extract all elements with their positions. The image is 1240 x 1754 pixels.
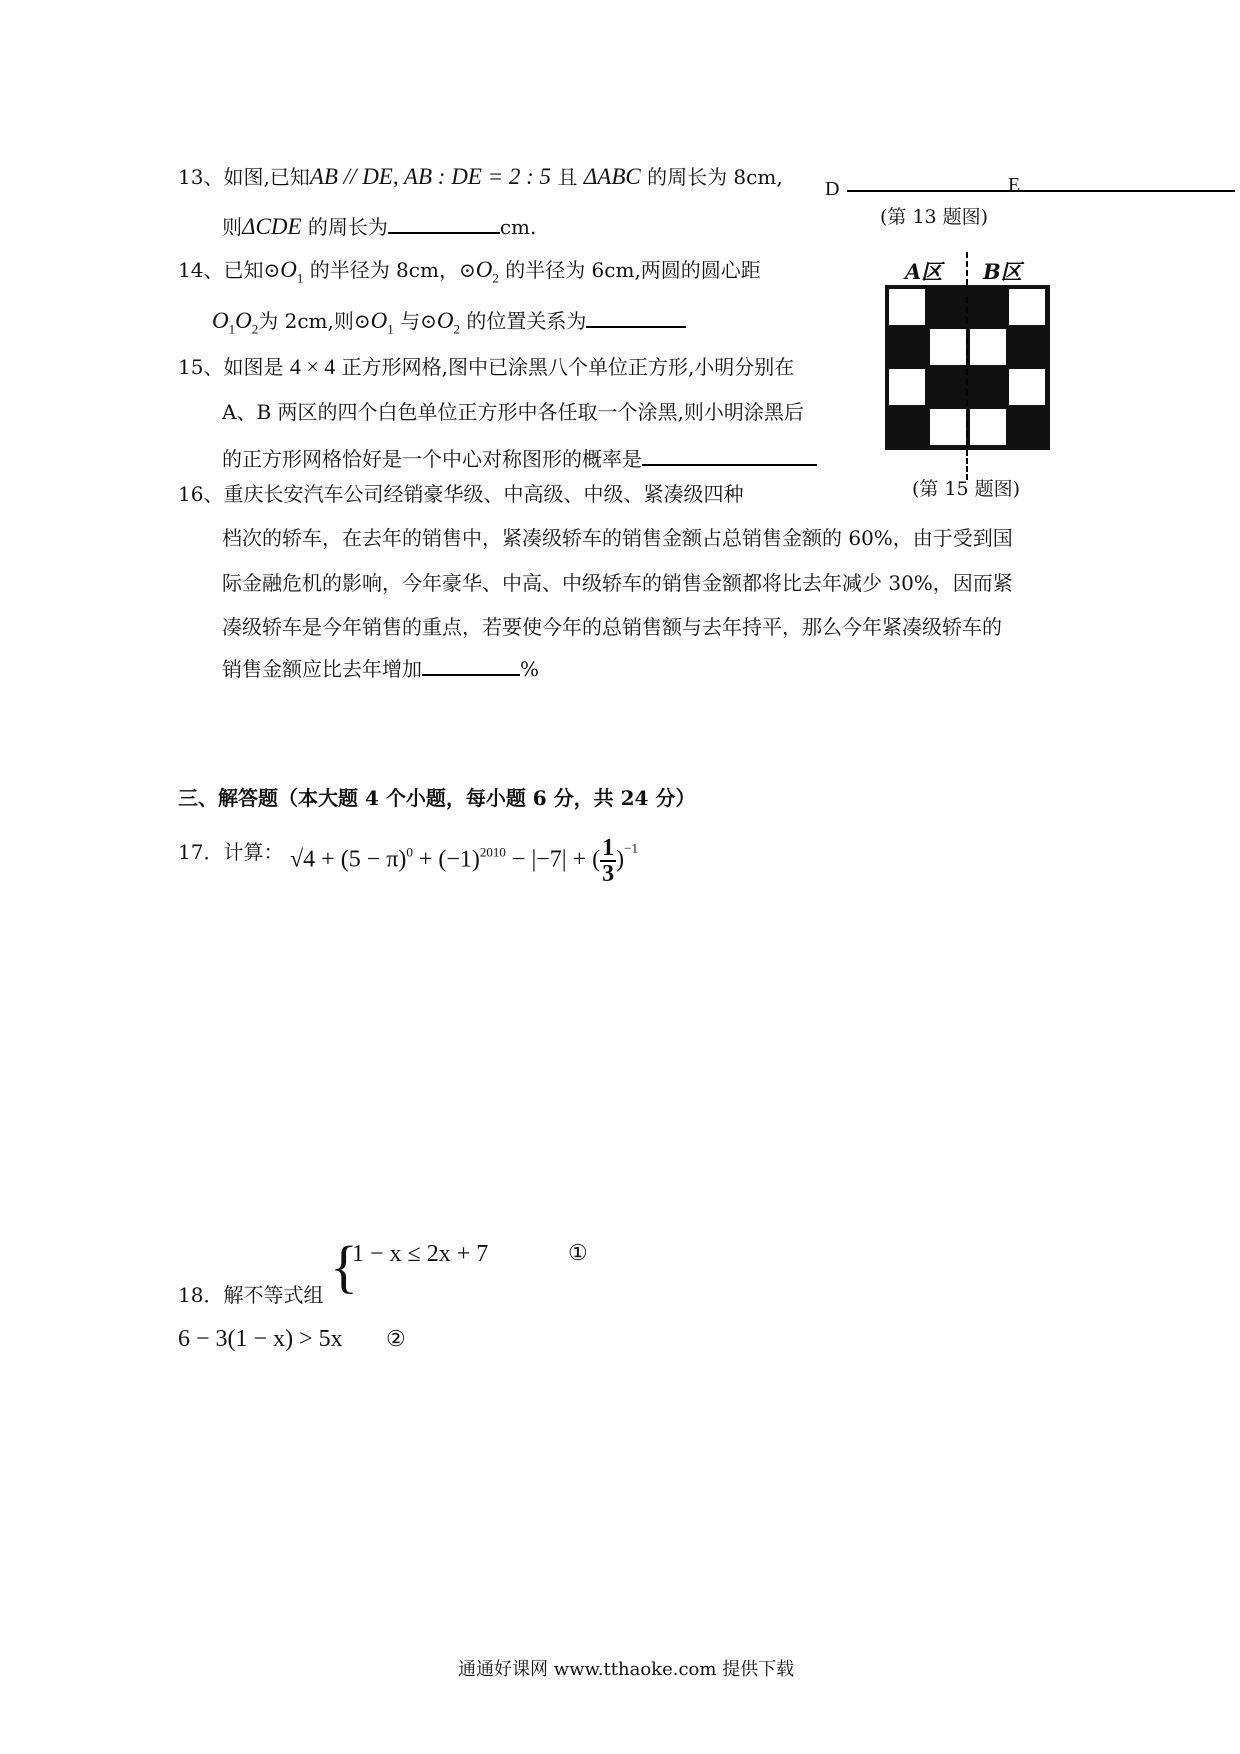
fig15-white-cell — [889, 289, 925, 325]
fig13-segment-de — [847, 190, 1235, 192]
q17-term2: + (−1) — [412, 846, 480, 873]
q18-inequality-1 — [352, 1241, 488, 1268]
q13-triangle-cde: ΔCDE — [242, 214, 302, 239]
fig15-white-cell — [1009, 369, 1045, 405]
q16-line4: 凑级轿车是今年销售的重点，若要使今年的总销售额与去年持平，那么今年紧凑级轿车的 — [222, 615, 1002, 639]
q13-line2-post: 的周长为 — [301, 215, 388, 239]
q13-unit: cm. — [499, 215, 537, 239]
q13-answer-blank — [388, 212, 500, 234]
q15-text-b: 正方形网格,图中已涂黑八个单位正方形,小明分别在 — [335, 355, 795, 379]
q18-mark-1: ① — [568, 1241, 588, 1266]
q17-term1: √4 + (5 − π) — [290, 846, 407, 873]
q16-answer-blank — [422, 654, 520, 676]
q14-text-d: 为 2cm,则⊙ — [258, 309, 371, 333]
fig15-caption: (第 15 题图) — [912, 478, 1021, 500]
q18-ineq2-text: 6 − 3(1 − x) > 5x — [178, 1326, 343, 1352]
q13-intro: 13、如图,已知 — [178, 165, 310, 189]
q18-brace: { — [330, 1234, 358, 1299]
fig15-divider-top — [966, 252, 968, 285]
q14-text-e: 与⊙ — [393, 309, 437, 333]
q13-line2 — [222, 212, 536, 238]
fig15-label-a: A区 — [905, 259, 943, 284]
q15-grid-size: 4 × 4 — [289, 354, 336, 379]
q17-expression — [290, 836, 638, 886]
q16-unit: % — [520, 657, 540, 681]
q14-text-a: 14、已知⊙ — [178, 258, 281, 282]
q15-line3 — [222, 444, 817, 469]
q16-line1: 16、重庆长安汽车公司经销豪华级、中高级、中级、紧凑级四种 — [178, 482, 744, 506]
q14-o2-b: $O_2$ — [436, 308, 460, 337]
fig13-label-e: E — [1008, 174, 1021, 196]
q17-zero-exponent: 0 — [406, 844, 413, 860]
q14-answer-blank — [586, 306, 686, 328]
q18-inequality-2 — [178, 1326, 343, 1353]
q16-line3: 际金融危机的影响，今年豪华、中高、中级轿车的销售金额都将比去年减少 30%，因而紧 — [222, 571, 1013, 595]
q13-line1 — [178, 165, 783, 188]
q17-exponent-inv: −1 — [624, 840, 638, 856]
q17-exponent-2010: 2010 — [479, 844, 506, 860]
q17-term3: − |−7| + ( — [505, 846, 601, 873]
q14-text-b: 的半径为 8cm，⊙ — [303, 258, 476, 282]
q18-ineq1-text: 1 − x ≤ 2x + 7 — [352, 1241, 489, 1267]
q13-mid: 且 — [551, 165, 584, 189]
fig15-white-cell — [1009, 289, 1045, 325]
q13-line2-pre: 则 — [222, 215, 242, 239]
q17-term4: ) — [616, 846, 625, 873]
q14-o2: $O_2$ — [475, 257, 499, 286]
q14-line2 — [212, 306, 686, 336]
fig15-label-b: B区 — [983, 259, 1022, 284]
fig13-label-d: D — [825, 178, 840, 200]
q17-line — [178, 842, 283, 862]
q13-tail: 的周长为 8cm, — [640, 165, 783, 189]
fig15-white-cell — [970, 329, 1006, 365]
q17-label: 17．计算： — [178, 840, 284, 864]
q17-numerator: 1 — [602, 835, 615, 861]
q18-mark-2: ② — [386, 1327, 406, 1352]
fig15-white-cell — [889, 369, 925, 405]
fig15-white-cell — [930, 329, 966, 365]
fig15-white-cell — [970, 409, 1006, 445]
fig15-white-cell — [930, 409, 966, 445]
q15-text-a: 15、如图是 — [178, 355, 290, 379]
section-3-heading: 三、解答题（本大题 4 个小题，每小题 6 分，共 24 分） — [178, 786, 696, 810]
q15-answer-blank — [642, 444, 817, 466]
q15-line2: A、B 两区的四个白色单位正方形中各任取一个涂黑,则小明涂黑后 — [222, 400, 804, 424]
q14-o1-b: $O_1$ — [370, 308, 394, 337]
q14-text-f: 的位置关系为 — [460, 309, 587, 333]
q14-o1: $O_1$ — [280, 257, 304, 286]
q16-line2: 档次的轿车，在去年的销售中，紧凑级轿车的销售金额占总销售金额的 60%，由于受到国 — [222, 526, 1013, 550]
q18-label: 18．解不等式组 — [178, 1283, 324, 1307]
q16-line5 — [222, 654, 539, 679]
q13-condition: AB // DE, AB : DE = 2 : 5 — [309, 164, 552, 189]
q15-line1 — [178, 356, 794, 378]
q16-text-e: 销售金额应比去年增加 — [222, 657, 422, 681]
q14-o1o2: $O_1O_2$ — [212, 308, 259, 337]
fig13-caption: (第 13 题图) — [880, 206, 989, 228]
q15-text-c: 的正方形网格恰好是一个中心对称图形的概率是 — [222, 447, 642, 471]
q17-denominator: 3 — [602, 861, 615, 887]
q13-triangle-abc: ΔABC — [583, 164, 641, 189]
q17-fraction — [600, 836, 616, 886]
fig15-divider-inner — [966, 297, 968, 447]
page-footer: 通通好课网 www.tthaoke.com 提供下载 — [458, 1659, 795, 1680]
q14-text-c: 的半径为 6cm,两圆的圆心距 — [498, 258, 761, 282]
q14-line1 — [178, 258, 761, 285]
